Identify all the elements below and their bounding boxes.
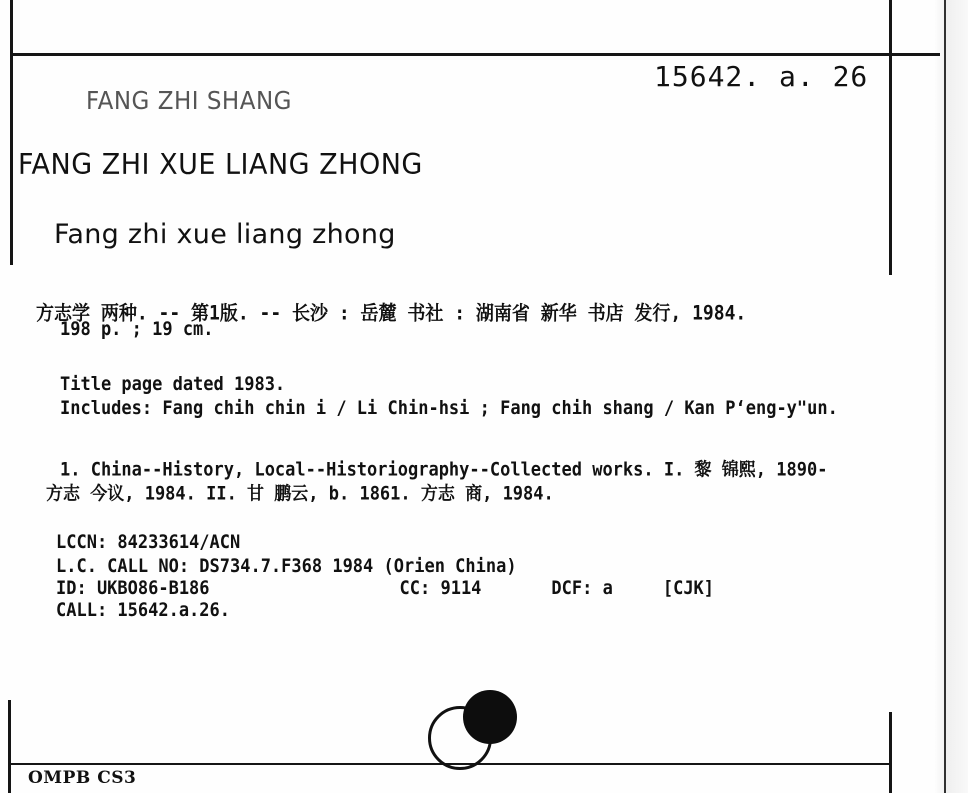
dcf-field: DCF: a [551, 578, 613, 600]
note-line-1: Title page dated 1983. [60, 374, 286, 396]
description-line-1: 方志学 两种. -- 第1版. -- 长沙 : 岳麓 书社 : 湖南省 新华 书店 发行, 1984. [36, 302, 747, 325]
id-field: ID: UKBO86-B186 [56, 578, 210, 600]
card-punch-hole [463, 690, 517, 744]
footer-code: OMPB CS3 [28, 768, 137, 788]
left-border-rule [10, 0, 13, 265]
call-field: CALL: 15642.a.26. [56, 600, 230, 622]
cjk-field: [CJK] [662, 578, 715, 600]
right-border-rule-upper [889, 0, 892, 275]
heading-romanized-title: Fang zhi xue liang zhong [54, 219, 396, 250]
cc-field: CC: 9114 [399, 578, 482, 600]
id-row [56, 578, 714, 600]
subject-line-1: 1. China--History, Local--Historiography--Collected works. I. 黎 锦熙, 1890- [60, 459, 828, 481]
top-border-rule [10, 53, 940, 56]
heading-main-title: FANG ZHI XUE LIANG ZHONG [18, 149, 423, 182]
left-border-rule-lower [8, 700, 11, 793]
right-border-rule-lower [889, 712, 892, 793]
lc-call-number-field: L.C. CALL NO: DS734.7.F368 1984 (Orien China) [56, 556, 517, 578]
subject-line-2: 方志 今议, 1984. II. 甘 鹏云, b. 1861. 方志 商, 1984. [46, 483, 554, 505]
description-line-2: 198 p. ; 19 cm. [60, 319, 214, 341]
shelfmark: 15642. a. 26 [654, 60, 869, 93]
note-line-2: Includes: Fang chih chin i / Li Chin-hsi ; Fang chih shang / Kan P‘eng-y"un. [60, 398, 838, 420]
heading-alt-title: FANG ZHI SHANG [86, 87, 292, 116]
lccn-field: LCCN: 84233614/ACN [56, 532, 241, 554]
scan-shadow [934, 0, 968, 793]
